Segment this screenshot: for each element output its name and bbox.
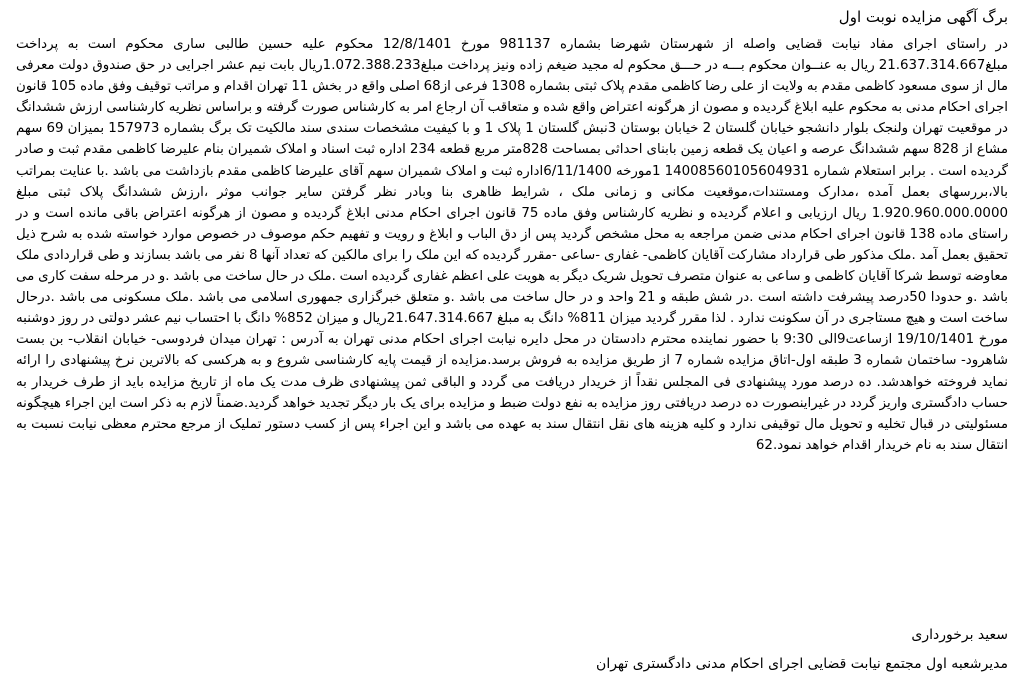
signatory-name: سعید برخورداری xyxy=(911,627,1008,643)
notice-title: برگ آگهی مزایده نوبت اول xyxy=(838,8,1008,26)
signatory-role: مدیرشعبه اول مجتمع نیابت قضایی اجرای احکام مدنی دادگستری تهران xyxy=(596,656,1008,672)
notice-body: در راستای اجرای مفاد نیابت قضایی واصله از شهرستان شهرضا بشماره 981137 مورخ 12/8/1401 محکوم علیه حسین طالبی ساری محکوم است به پرداخت مبلغ21.637.314.667 ریال به عنــوان محکوم بـــه در حـــق محکوم له مجید ضیغم زاده ونیز پرداخت مبلغ1.072.388.233ریال بابت نیم عشر اجرایی در حق صندوق دولت معرفی مال از سوی مسعود کاظمی مقدم به ولایت از علی رضا کاظمی مقدم پلاک ثبتی بشماره 1308 فرعی از68 اصلی واقع در بخش 11 تهران اقدام و مراتب توقیف وفق ماده 105 قانون اجرای احکام مدنی به محکوم علیه ابلاغ گردیده و مصون از هرگونه اعتراض واقع شده و متعاقب آن ارجاع امر به کارشناس صورت گرفته و براساس نظریه کارشناسی ارزش ششدانگ در موقعیت تهران ولنجک بلوار دانشجو خیابان گلستان 2 خیابان بوستان 3نبش گلستان 1 پلاک 1 و با کیفیت مشخصات سندی سند مالکیت تک برگ بشماره 157973 بمیزان 69 سهم مشاع از 828 سهم ششدانگ عرصه و اعیان یک قطعه زمین بابنای احداثی بمساحت 828متر مربع قطعه 234 اداره ثبت اسناد و املاک شمیران بنام علیرضا کاظمی مقدم ثبت و صادر گردیده است . برابر استعلام شماره 14008560105604931 1مورخه 6/11/1400اداره ثبت و املاک شمیران سهم آقای علیرضا کاظمی مقدم بازداشت می باشد .با عنایت بمراتب بالا،بررسهای بعمل آمده ،مدارک ومستندات،موقعیت مکانی و زمانی ملک ، شرایط ظاهری بنا وبادر نظر گرفتن سایر جوانب موثر ،ارزش ششدانگ پلاک ثبتی مبلغ 1.920.960.000.0000 ریال ارزیابی و اعلام گردیده و نظریه کارشناس وفق ماده 75 قانون اجرای احکام مدنی ابلاغ گردیده و مصون از هرگونه اعتراض باقی مانده است و در راستای ماده 138 قانون اجرای احکام مدنی ضمن مراجعه به محل مشخص گردید پس از دق الباب و ابلاغ و رویت و تفهیم حکم موصوف در خصوص موارد خواسته شده به شرح ذیل تحقیق بعمل آمد .ملک مذکور طی قرارداد مشارکت آقایان کاظمی- غفاری -ساعی -مقرر گردیده که این ملک را برای مالکین که تعداد آنها 8 نفر می باشد بسازند و طی قراردادی ملک معاوضه توسط شرکا آقایان کاظمی و ساعی به عنوان متصرف تحویل شریک دیگر به هویت علی اعظم غفاری گردیده است .ملک در حال ساخت می باشد .و در مرحله سفت کاری می باشد .و حدودا 50درصد پیشرفت داشته است .در شش طبقه و 21 واحد و در حال ساخت می باشد .و متعلق خبرگزاری جمهوری اسلامی می باشد .ملک مسکونی می باشد .درحال ساخت است و هیچ مستاجری در آن سکونت ندارد . لذا مقرر گردید میزان 811% دانگ به مبلغ 21.647.314.667ریال و میزان 852% دانگ با احتساب نیم عشر دولتی در روز دوشنبه مورخ 19/10/1401 ازساعت9الی 9:30 با حضور نماینده محترم دادستان در محل دایره نیابت اجرای احکام مدنی تهران به آدرس : تهران میدان فردوسی- خیابان انقلاب- بن بست شاهرود- ساختمان شماره 3 طبقه اول-اتاق مزایده شماره 7 از طریق مزایده به فروش برسد.مزایده از قیمت پایه کارشناسی شروع و به هرکسی که بالاترین نرخ پیشنهادی را ارائه نماید فروخته خواهدشد. ده درصد مورد پیشنهادی فی المجلس نقداً از خریدار دریافت می گردد و الباقی ثمن پیشنهادی ظرف مدت یک ماه از تاریخ مزایده باید از طرف خریدار به حساب دادگستری واریز گردد در غیراینصورت ده درصد دریافتی روز مزایده به نفع دولت ضبط و مزایده برای یک بار دیگر تجدید خواهد گردید.ضمناً لازم به ذکر است این اجراء هیچگونه مسئولیتی در قبال تخلیه و تحویل مال توقیفی ندارد و کلیه هزینه های نقل انتقال سند به عهده می باشد و این اجراء پس از کسب دستور تملیک از مرجع محترم معظی نیابت نسبت به انتقال سند به نام خریدار اقدام خواهد نمود.62 xyxy=(16,37,1009,453)
